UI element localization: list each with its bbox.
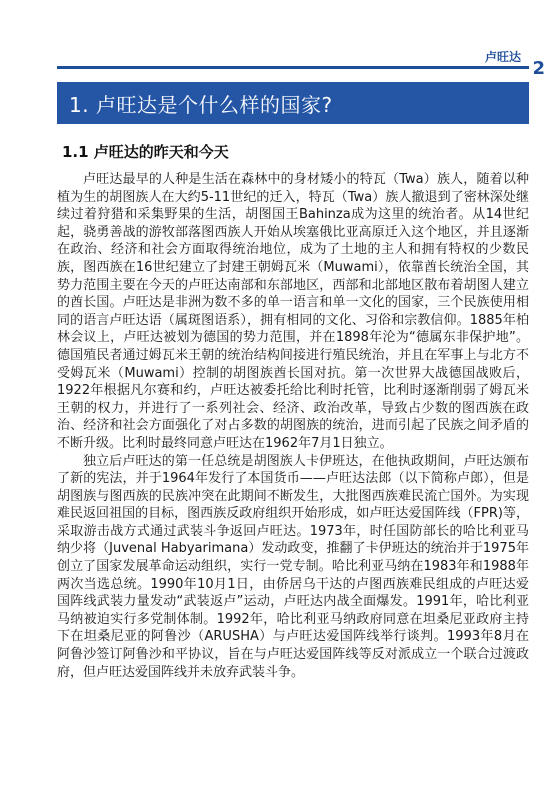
page-number: 2 — [532, 58, 545, 79]
running-header-label: 卢旺达 — [484, 50, 521, 64]
chapter-title: 1. 卢旺达是个什么样的国家? — [69, 92, 333, 117]
body-text — [57, 171, 529, 681]
header-rule — [57, 66, 529, 69]
chapter-heading-bar — [57, 82, 529, 124]
section-title: 1.1 卢旺达的昨天和今天 — [62, 143, 229, 161]
paragraph: 独立后卢旺达的第一任总统是胡图族人卡伊班达，在他执政期间，卢旺达颁布了新的宪法，并于1964年发行了本国货币——卢旺达法郎（以下简称卢郎），但是胡图族与图西族的民族冲突在此期间不断发生，大批图西族难民流亡国外。为实现难民返回祖国的目标，图西族反政府组织开始形成，如卢旺达爱国阵线（FPR)等，采取游击战方式通过武装斗争返回卢旺达。1973年，时任国防部长的哈比利亚马纳少将（Juvenal Habyarimana）发动政变，推翻了卡伊班达的统治并于1975年创立了国家发展革命运动组织，实行一党专制。哈比利亚马纳在1983年和1988年两次当选总统。1990年10月1日，由侨居乌干达的卢图西族难民组成的卢旺达爱国阵线武装力量发动“武装返卢”运动，卢旺达内战全面爆发。1991年，哈比利亚马纳被迫实行多党制体制。1992年，哈比利亚马纳政府同意在坦桑尼亚政府主持下在坦桑尼亚的阿鲁沙（ARUSHA）与卢旺达爱国阵线举行谈判。1993年8月在阿鲁沙签订阿鲁沙和平协议，旨在与卢旺达爱国阵线等反对派成立一个联合过渡政府，但卢旺达爱国阵线并未放弃武装斗争。 — [57, 453, 529, 680]
paragraph: 卢旺达最早的人种是生活在森林中的身材矮小的特瓦（Twa）族人，随着以种植为生的胡图族人在大约5-11世纪的迁入，特瓦（Twa）族人撤退到了密林深处继续过着狩猎和采集野果的生活，胡图国王Bahinza成为这里的统治者。从14世纪起，骁勇善战的游牧部落图西族人开始从埃塞俄比亚高原迁入这个地区，并且逐渐在政治、经济和社会方面取得统治地位，成为了土地的主人和拥有特权的少数民族，图西族在16世纪建立了封建王朝姆瓦米（Muwami），依靠酋长统治全国，其势力范围主要在今天的卢旺达南部和东部地区，西部和北部地区散布着胡图人建立的酋长国。卢旺达是非洲为数不多的单一语言和单一文化的国家，三个民族使用相同的语言卢旺达语（属斑图语系），拥有相同的文化、习俗和宗教信仰。1885年柏林会议上，卢旺达被划为德国的势力范围，并在1898年沦为“德属东非保护地”。德国殖民者通过姆瓦米王朝的统治结构间接进行殖民统治，并且在军事上与北方不受姆瓦米（Muwami）控制的胡图族酋长国对抗。第一次世界大战德国战败后，1922年根据凡尔赛和约，卢旺达被委托给比利时托管，比利时逐渐削弱了姆瓦米王朝的权力，并进行了一系列社会、经济、政治改革，导致占少数的图西族在政治、经济和社会方面强化了对占多数的胡图族的统治，进而引起了民族之间矛盾的不断升级。比利时最终同意卢旺达在1962年7月1日独立。 — [57, 172, 529, 451]
